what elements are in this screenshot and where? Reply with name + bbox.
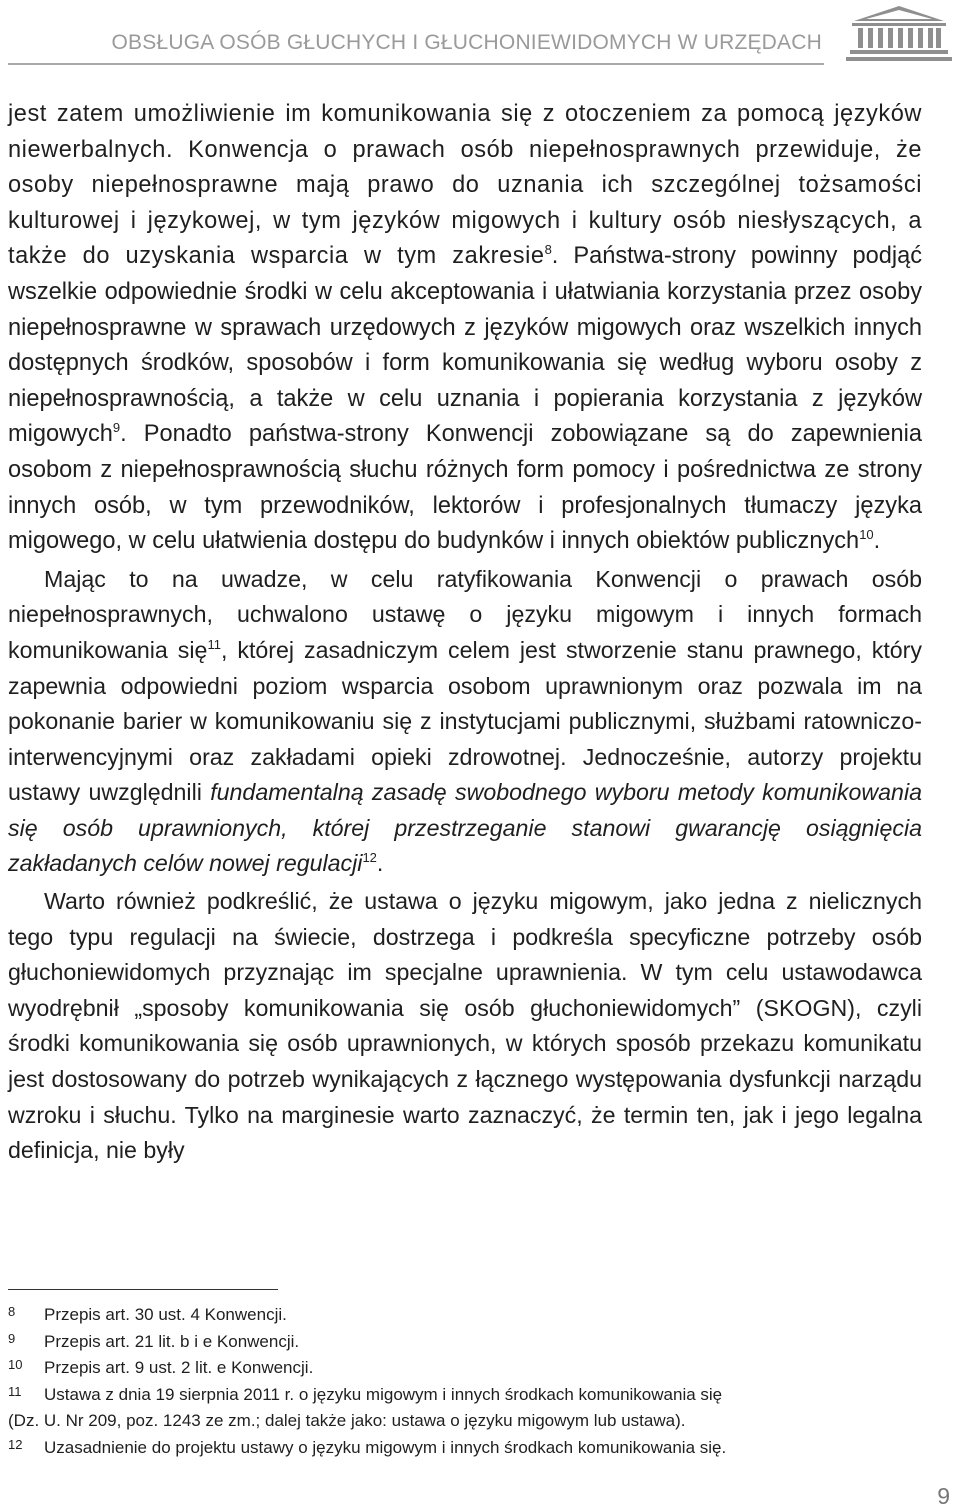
paragraph-3: Warto również podkreślić, że ustawa o języku migowym, jako jedna z nielicznych tego typu regulacji na świecie, dostrzega i podkreśla specyficzne potrzeby osób głuchoniewidomych przyznając im specjalne uprawnienia. W tym celu ustawodawca wyodrębnił „sposoby komunikowania się osób głuchoniewidomych” (SKOGN), czyli środki komunikowania się osób uprawnionych, w których sposób przekazu komunikatu jest dostosowany do potrzeb wynikających z łącznego występowania dysfunkcji narządu wzroku i słuchu. Tylko na marginesie warto zaznaczyć, że termin ten, jak i jego legalna definicja, nie były — [8, 888, 922, 1164]
footnote-ref-8: 8 — [544, 242, 552, 258]
building-logo-icon — [846, 4, 952, 68]
page-header — [0, 0, 960, 82]
main-text — [8, 97, 922, 1169]
footnote-text-continued: (Dz. U. Nr 209, poz. 1243 ze zm.; dalej także jako: ustawa o języku migowym lub ustawa). — [8, 1411, 686, 1431]
footnote-11: 11 Ustawa z dnia 19 sierpnia 2011 r. o języku migowym i innych środkach komunikowania się (Dz. U. Nr 209, poz. 1243 ze zm.; dalej także jako: ustawa o języku migowym lub ustawa). — [8, 1382, 928, 1435]
page-number: 9 — [937, 1483, 950, 1509]
paragraph-1 — [8, 97, 922, 560]
paragraph-1-run-c: . Ponadto państwa-strony Konwencji zobowiązane są do zapewnienia osobom z niepełnosprawnością słuchu różnych form pomocy i pośrednictwa ze strony innych osób, w tym przewodników, lektorów i profesjonalnych tłumaczy języka migowego, w celu ułatwienia dostępu do budynków i innych obiektów publicznych — [8, 421, 922, 555]
footnote-text: Przepis art. 9 ust. 2 lit. e Konwencji. — [44, 1358, 314, 1378]
paragraph-2-run-b: , której zasadniczym celem jest stworzenie stanu prawnego, który zapewnia odpowiedni poziom wsparcia osobom uprawnionym oraz pozwala im na pokonanie barier w komunikowaniu się z instytucjami publicznymi, służbami ratowniczo-interwencyjnymi oraz zakładami opieki zdrowotnej. Jednocześnie, autorzy projektu ustawy uwzględnili — [8, 636, 922, 806]
footnote-ref-10: 10 — [859, 527, 874, 543]
paragraph-1-run-a: jest zatem umożliwienie im komunikowania się z otoczeniem za pomocą języków niewerbalnych. Konwencja o prawach osób niepełnosprawnych przewiduje, że osoby niepełnosprawne mają prawo do uznania ich szczególnej tożsamości kulturowej i językowej, w tym języków migowych i kultury osób niesłyszących, a także do uzyskania wsparcia w tym zakresie — [8, 101, 922, 270]
footnote-ref-9: 9 — [112, 420, 121, 436]
footnote-text: Uzasadnienie do projektu ustawy o języku migowym i innych środkach komunikowania się. — [44, 1437, 727, 1457]
footnote-ref-11: 11 — [207, 636, 221, 652]
footnote-text: Przepis art. 21 lit. b i e Konwencji. — [44, 1331, 300, 1351]
footnote-8: 8 Przepis art. 30 ust. 4 Konwencji. — [8, 1304, 287, 1324]
paragraph-2-italic: fundamentalną zasadę swobodnego wyboru metody komunikowania się osób uprawnionych, której przestrzeganie stanowi gwarancję osiągnięcia zakładanych celów nowej regulacji — [8, 779, 922, 877]
footnote-text: Ustawa z dnia 19 sierpnia 2011 r. o języku migowym i innych środkach komunikowania się — [44, 1384, 723, 1404]
footnote-9: 9 Przepis art. 21 lit. b i e Konwencji. — [8, 1330, 300, 1351]
footnote-ref-12: 12 — [362, 850, 377, 866]
paragraph-1-end: . — [873, 528, 881, 555]
paragraph-2-run-a: Mając to na uwadze, w celu ratyfikowania Konwencji o prawach osób niepełnosprawnych, uchwalono ustawę o języku migowym i innych formach komunikowania się — [8, 565, 922, 663]
footnote-10: 10 Przepis art. 9 ust. 2 lit. e Konwencji. — [8, 1357, 314, 1378]
running-header-title: OBSŁUGA OSÓB GŁUCHYCH I GŁUCHONIEWIDOMYCH W URZĘDACH — [111, 31, 822, 54]
footnote-text: Przepis art. 30 ust. 4 Konwencji. — [44, 1305, 287, 1324]
footnote-12: 12 Uzasadnienie do projektu ustawy o języku migowym i innych środkach komunikowania się. — [8, 1436, 727, 1457]
footnotes — [8, 1302, 928, 1462]
footnote-separator — [8, 1289, 278, 1290]
paragraph-2-end: . — [376, 850, 384, 877]
paragraph-1-run-b: . Państwa-strony powinny podjąć wszelkie odpowiednie środki w celu akceptowania i ułatwiania korzystania przez osoby niepełnosprawne w sprawach urzędowych z języków migowych oraz wszelkich innych dostępnych środków, sposobów i form komunikowania się według wyboru osoby z niepełnosprawnością, a także w celu uznania i popierania korzystania z języków migowych — [8, 243, 922, 448]
header-rule — [8, 63, 824, 65]
paragraph-2 — [8, 562, 922, 882]
